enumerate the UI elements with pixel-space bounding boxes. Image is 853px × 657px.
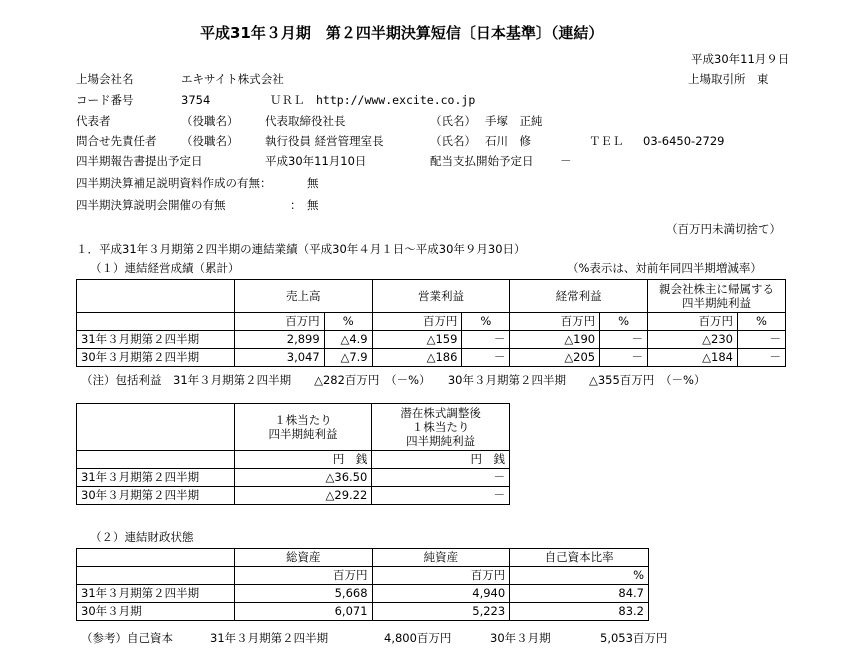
cell-value: △4.9 (324, 331, 372, 349)
table-row (77, 585, 649, 603)
company-url: http://www.excite.co.jp (316, 93, 476, 107)
section1-heading: １．平成31年３月期第２四半期の連結業績（平成30年４月１日～平成30年９月30日） (76, 242, 526, 256)
tel-label: ＴＥＬ (589, 134, 624, 148)
unit-pct: % (462, 313, 510, 331)
unit-note: （百万円未満切捨て） (666, 222, 781, 236)
company-name-label: 上場会社名 (76, 72, 134, 86)
dividend-label: 配当支払開始予定日 (430, 154, 534, 168)
table-unit-row (77, 567, 649, 585)
header-net-income-line2: 四半期純利益 (682, 296, 751, 310)
supplement-value: 無 (307, 176, 319, 190)
representative-label: 代表者 (76, 114, 111, 128)
stock-exchange: 上場取引所 東 (688, 72, 769, 86)
header-total-assets: 総資産 (234, 549, 372, 567)
cell-value: 5,223 (372, 603, 510, 621)
dividend-value: － (560, 154, 572, 168)
table-row (77, 331, 786, 349)
row-label: 30年３月期 (77, 603, 235, 621)
contact-title-label: （役職名） (181, 134, 239, 148)
filing-label: 四半期報告書提出予定日 (76, 154, 203, 168)
header-net-income (648, 280, 786, 313)
ref-period2-label: 30年３月期 (490, 631, 551, 645)
cell-value: 84.7 (510, 585, 649, 603)
unit-blank (77, 313, 235, 331)
rep-name: 手塚 正純 (485, 114, 543, 128)
table-unit-row (77, 313, 786, 331)
header-net-assets: 純資産 (372, 549, 510, 567)
tel-number: 03-6450-2729 (643, 134, 725, 148)
comprehensive-income-note: （注）包括利益 31年３月期第２四半期 △282百万円 （－%） 30年３月期第２四半期 △355百万円 （－%） (81, 373, 706, 387)
unit-blank (77, 567, 235, 585)
table-header-row (77, 404, 510, 451)
cell-value: 3,047 (234, 349, 324, 367)
contact-name: 石川 修 (485, 134, 531, 148)
cell-value: 83.2 (510, 603, 649, 621)
financial-position-table (76, 548, 649, 621)
contact-label: 問合せ先責任者 (76, 134, 157, 148)
cell-value: △159 (372, 331, 462, 349)
briefing-colon: ： (290, 198, 302, 212)
row-label: 31年３月期第２四半期 (77, 331, 235, 349)
header-eps (234, 404, 372, 451)
contact-name-label: （氏名） (430, 134, 476, 148)
unit-yen: 円 銭 (372, 451, 510, 469)
cell-value: △186 (372, 349, 462, 367)
table-row (77, 469, 510, 487)
report-date: 平成30年11月９日 (691, 52, 790, 66)
cell-value: － (600, 349, 648, 367)
cell-value: － (372, 469, 510, 487)
cell-value: － (737, 331, 785, 349)
cell-value: △7.9 (324, 349, 372, 367)
table-row (77, 349, 786, 367)
row-label: 31年３月期第２四半期 (77, 585, 235, 603)
briefing-label: 四半期決算説明会開催の有無 (76, 198, 226, 212)
page-title: 平成31年３月期 第２四半期決算短信〔日本基準〕（連結） (200, 24, 604, 42)
header-ordinary-income: 経常利益 (510, 280, 648, 313)
per-share-table (76, 403, 510, 505)
header-sales: 売上高 (234, 280, 372, 313)
unit-million: 百万円 (648, 313, 738, 331)
filing-date: 平成30年11月10日 (265, 154, 367, 168)
header-blank (77, 404, 235, 451)
header-eps-line2: 四半期純利益 (268, 427, 338, 441)
header-diluted-eps-line2: １株当たり (411, 420, 470, 434)
header-net-income-line1: 親会社株主に帰属する (659, 282, 774, 296)
unit-million: 百万円 (234, 567, 372, 585)
row-label: 30年３月期第２四半期 (77, 487, 235, 505)
header-diluted-eps-line1: 潜在株式調整後 (400, 406, 481, 420)
header-operating-income: 営業利益 (372, 280, 510, 313)
url-label: ＵＲＬ (270, 93, 305, 107)
header-blank (77, 549, 235, 567)
unit-pct: % (600, 313, 648, 331)
unit-million: 百万円 (372, 567, 510, 585)
table-unit-row (77, 451, 510, 469)
cell-value: △29.22 (234, 487, 372, 505)
cell-value: △205 (510, 349, 600, 367)
table-row (77, 603, 649, 621)
cell-value: △184 (648, 349, 738, 367)
cell-value: － (372, 487, 510, 505)
cell-value: △190 (510, 331, 600, 349)
ref-label: （参考）自己資本 (81, 631, 173, 645)
rep-name-label: （氏名） (430, 114, 476, 128)
table-header-row (77, 280, 786, 313)
table-header-row (77, 549, 649, 567)
ref-period1-value: 4,800百万円 (384, 631, 452, 645)
cell-value: － (462, 349, 510, 367)
unit-blank (77, 451, 235, 469)
cell-value: 5,668 (234, 585, 372, 603)
header-eps-line1: １株当たり (274, 413, 332, 427)
row-label: 31年３月期第２四半期 (77, 469, 235, 487)
header-blank (77, 280, 235, 313)
ref-period2-value: 5,053百万円 (600, 631, 668, 645)
unit-pct: % (324, 313, 372, 331)
unit-million: 百万円 (510, 313, 600, 331)
unit-pct: % (510, 567, 649, 585)
cell-value: 4,940 (372, 585, 510, 603)
cell-value: △36.50 (234, 469, 372, 487)
cell-value: 6,071 (234, 603, 372, 621)
header-diluted-eps (372, 404, 510, 451)
ref-period1-label: 31年３月期第２四半期 (210, 631, 329, 645)
rep-title: 代表取締役社長 (265, 114, 346, 128)
cell-value: △230 (648, 331, 738, 349)
contact-title: 執行役員 経営管理室長 (265, 134, 384, 148)
header-equity-ratio: 自己資本比率 (510, 549, 649, 567)
unit-yen: 円 銭 (234, 451, 372, 469)
operating-results-table (76, 279, 786, 367)
cell-value: － (462, 331, 510, 349)
cell-value: 2,899 (234, 331, 324, 349)
company-name: エキサイト株式会社 (181, 72, 284, 86)
section1-sub2-heading: （２）連結財政状態 (90, 530, 194, 544)
briefing-value: 無 (307, 198, 319, 212)
rep-title-label: （役職名） (181, 114, 239, 128)
unit-pct: % (737, 313, 785, 331)
section1-sub1-note: （%表示は、対前年同四半期増減率） (567, 261, 762, 275)
row-label: 30年３月期第２四半期 (77, 349, 235, 367)
unit-million: 百万円 (234, 313, 324, 331)
code-label: コード番号 (76, 93, 134, 107)
cell-value: － (600, 331, 648, 349)
header-diluted-eps-line3: 四半期純利益 (406, 434, 476, 448)
cell-value: － (737, 349, 785, 367)
table-row (77, 487, 510, 505)
unit-million: 百万円 (372, 313, 462, 331)
supplement-label: 四半期決算補足説明資料作成の有無： (76, 176, 272, 190)
section1-sub1-heading: （１）連結経営成績（累計） (90, 261, 240, 275)
code-number: 3754 (181, 93, 211, 107)
